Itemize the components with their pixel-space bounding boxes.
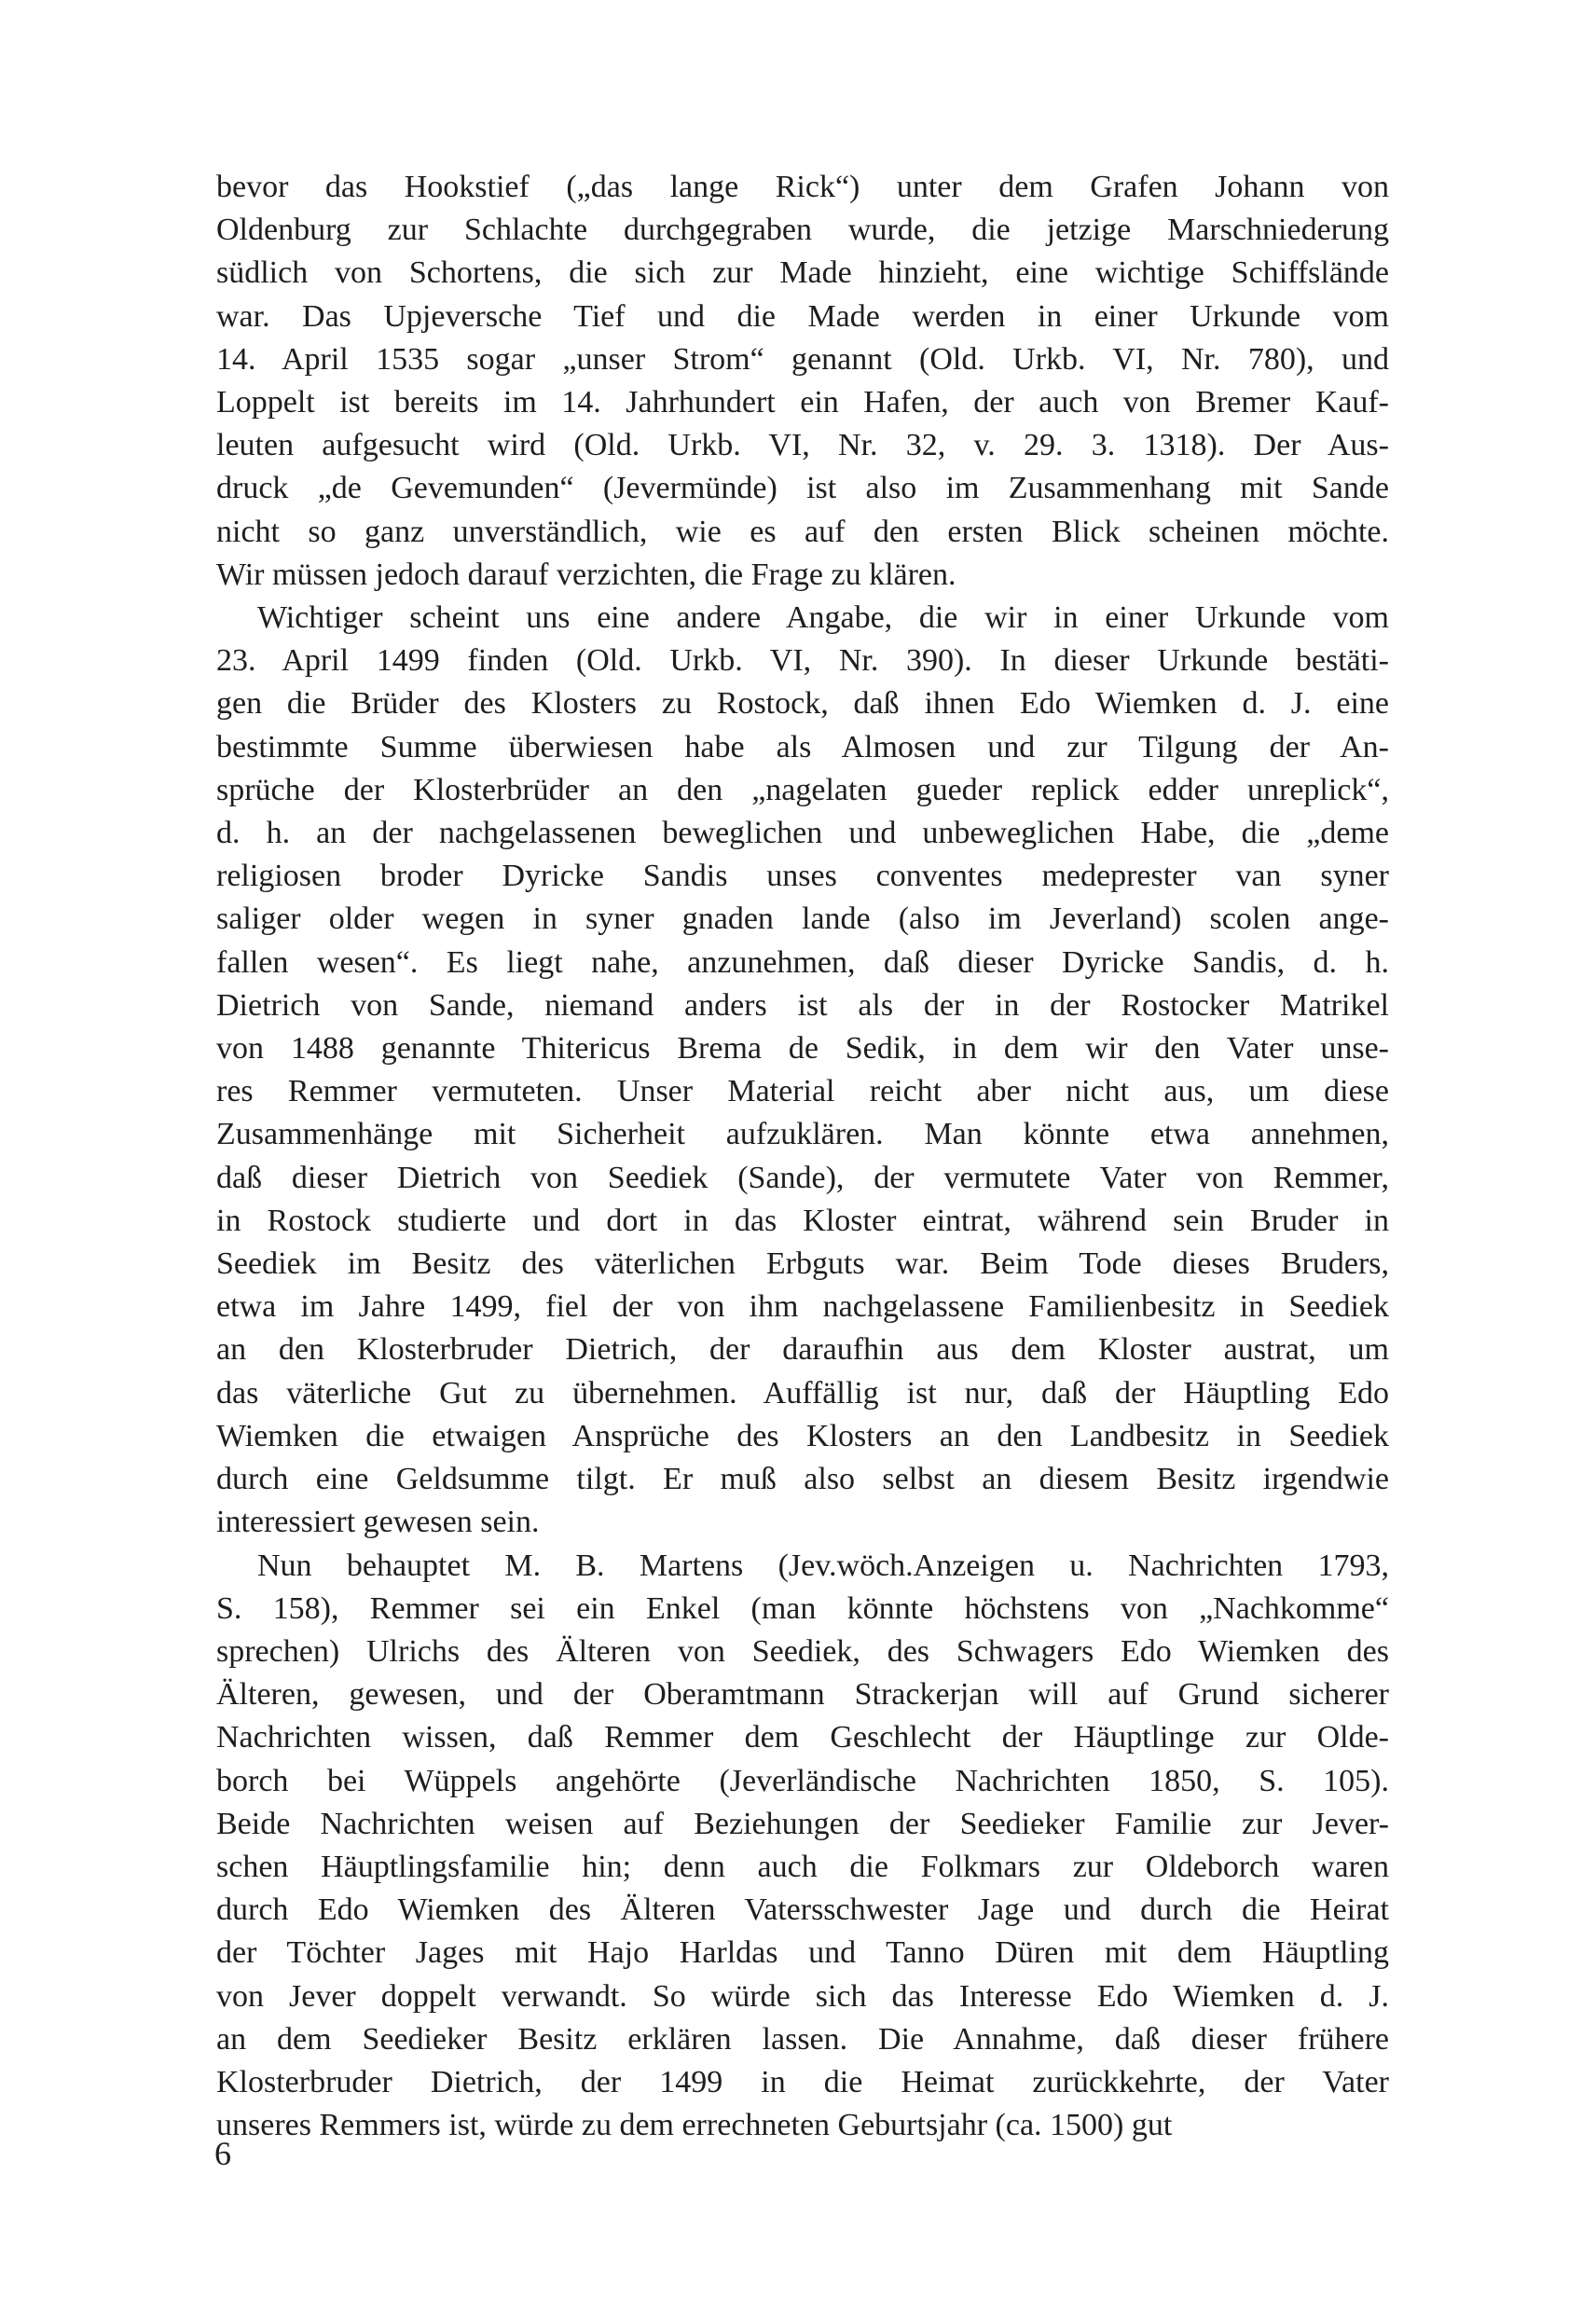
page-number: 6 (214, 2135, 231, 2172)
text-line: S. 158), Remmer sei ein Enkel (man könnte höchstens von „Nachkomme“ (216, 1590, 1389, 1626)
text-line: Loppelt ist bereits im 14. Jahrhundert ein Hafen, der auch von Bremer Kauf- (216, 385, 1389, 420)
paragraph (216, 166, 1389, 597)
text-line: druck „de Gevemunden“ (Jevermünde) ist also im Zusammenhang mit Sande (216, 471, 1389, 506)
text-line: südlich von Schortens, die sich zur Made hinzieht, eine wichtige Schiffslände (216, 255, 1389, 291)
text-line: von Jever doppelt verwandt. So würde sich das Interesse Edo Wiemken d. J. (216, 1978, 1389, 2014)
text-line: das väterliche Gut zu übernehmen. Auffällig ist nur, daß der Häuptling Edo (216, 1375, 1389, 1411)
text-line: Dietrich von Sande, niemand anders ist als der in der Rostocker Matrikel (216, 987, 1389, 1023)
text-line: Älteren, gewesen, und der Oberamtmann Strackerjan will auf Grund sicherer (216, 1677, 1389, 1713)
text-line: an den Klosterbruder Dietrich, der daraufhin aus dem Kloster austrat, um (216, 1332, 1389, 1368)
text-line: von 1488 genannte Thitericus Brema de Sedik, in dem wir den Vater unse- (216, 1031, 1389, 1067)
text-line: Seediek im Besitz des väterlichen Erbguts war. Beim Tode dieses Bruders, (216, 1246, 1389, 1282)
body-text (216, 166, 1389, 2147)
text-line: 23. April 1499 finden (Old. Urkb. VI, Nr. 390). In dieser Urkunde bestäti- (216, 643, 1389, 679)
text-line: borch bei Wüppels angehörte (Jeverländische Nachrichten 1850, S. 105). (216, 1763, 1389, 1798)
text-line: leuten aufgesucht wird (Old. Urkb. VI, Nr. 32, v. 29. 3. 1318). Der Aus- (216, 428, 1389, 463)
text-line: sprüche der Klosterbrüder an den „nagelaten gueder replick edder unreplick“, (216, 772, 1389, 807)
text-line: d. h. an der nachgelassenen beweglichen und unbeweglichen Habe, die „deme (216, 816, 1389, 851)
text-line: war. Das Upjeversche Tief und die Made werden in einer Urkunde vom (216, 298, 1389, 334)
text-line: gen die Brüder des Klosters zu Rostock, daß ihnen Edo Wiemken d. J. eine (216, 686, 1389, 722)
text-line: nicht so ganz unverständlich, wie es auf den ersten Blick scheinen möchte. (216, 514, 1389, 549)
text-line: 14. April 1535 sogar „unser Strom“ genannt (Old. Urkb. VI, Nr. 780), und (216, 341, 1389, 377)
text-line: durch Edo Wiemken des Älteren Vatersschwester Jage und durch die Heirat (216, 1892, 1389, 1928)
text-line: res Remmer vermuteten. Unser Material reicht aber nicht aus, um diese (216, 1074, 1389, 1109)
text-line: Oldenburg zur Schlachte durchgegraben wurde, die jetzige Marschniederung (216, 213, 1389, 248)
text-line: an dem Seedieker Besitz erklären lassen. Die Annahme, daß dieser frühere (216, 2021, 1389, 2057)
paragraph (216, 597, 1389, 1544)
text-line: Klosterbruder Dietrich, der 1499 in die Heimat zurückkehrte, der Vater (216, 2064, 1389, 2099)
text-line: Zusammenhänge mit Sicherheit aufzuklären. Man könnte etwa annehmen, (216, 1117, 1389, 1152)
text-line: Beide Nachrichten weisen auf Beziehungen der Seedieker Familie zur Jever- (216, 1806, 1389, 1841)
text-line: saliger older wegen in syner gnaden lande (also im Jeverland) scolen ange- (216, 901, 1389, 937)
text-line: durch eine Geldsumme tilgt. Er muß also selbst an diesem Besitz irgendwie (216, 1462, 1389, 1497)
text-line: Wir müssen jedoch darauf verzichten, die Frage zu klären. (216, 557, 956, 592)
text-line: Wiemken die etwaigen Ansprüche des Klosters an den Landbesitz in Seediek (216, 1418, 1389, 1453)
text-line: fallen wesen“. Es liegt nahe, anzunehmen, daß dieser Dyricke Sandis, d. h. (216, 944, 1389, 980)
text-line: interessiert gewesen sein. (216, 1505, 540, 1540)
text-line: in Rostock studierte und dort in das Kloster eintrat, während sein Bruder in (216, 1203, 1389, 1238)
text-line: bestimmte Summe überwiesen habe als Almosen und zur Tilgung der An- (216, 729, 1389, 764)
paragraph (216, 1545, 1389, 2148)
text-line: religiosen broder Dyricke Sandis unses conventes medeprester van syner (216, 859, 1389, 894)
text-line: Nun behauptet M. B. Martens (Jev.wöch.Anzeigen u. Nachrichten 1793, (257, 1548, 1389, 1583)
text-line: etwa im Jahre 1499, fiel der von ihm nachgelassene Familienbesitz in Seediek (216, 1289, 1389, 1325)
text-line: sprechen) Ulrichs des Älteren von Seediek, des Schwagers Edo Wiemken des (216, 1633, 1389, 1669)
text-line: der Töchter Jages mit Hajo Harldas und Tanno Düren mit dem Häuptling (216, 1935, 1389, 1971)
text-line: unseres Remmers ist, würde zu dem errechneten Geburtsjahr (ca. 1500) gut (216, 2108, 1173, 2143)
text-line: Wichtiger scheint uns eine andere Angabe, die wir in einer Urkunde vom (257, 600, 1389, 636)
text-line: bevor das Hookstief („das lange Rick“) unter dem Grafen Johann von (216, 170, 1389, 204)
text-line: daß dieser Dietrich von Seediek (Sande), der vermutete Vater von Remmer, (216, 1160, 1389, 1195)
text-line: Nachrichten wissen, daß Remmer dem Geschlecht der Häuptlinge zur Olde- (216, 1720, 1389, 1755)
text-line: schen Häuptlingsfamilie hin; denn auch die Folkmars zur Oldeborch waren (216, 1849, 1389, 1884)
